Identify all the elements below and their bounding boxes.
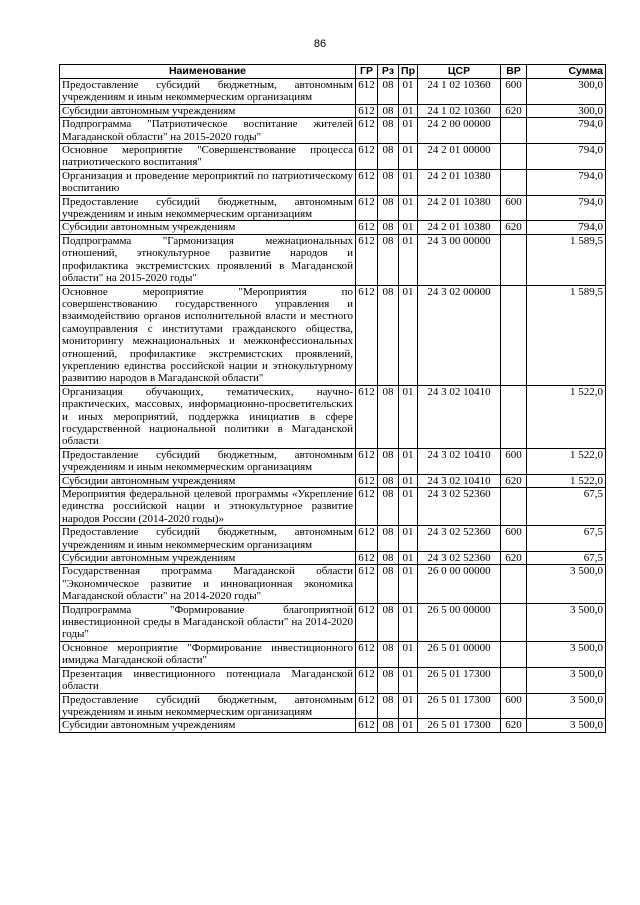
table-header-row [60, 65, 606, 79]
cell-csr: 24 2 00 00000 [418, 118, 501, 144]
cell-rz: 08 [378, 195, 399, 221]
cell-sum: 1 589,5 [527, 234, 606, 285]
table-row [60, 234, 606, 285]
cell-gr: 612 [356, 693, 378, 719]
cell-gr: 612 [356, 234, 378, 285]
cell-csr: 24 1 02 10360 [418, 104, 501, 117]
cell-gr: 612 [356, 719, 378, 732]
cell-vr [501, 667, 527, 693]
cell-pr: 01 [399, 603, 418, 641]
cell-pr: 01 [399, 118, 418, 144]
cell-rz: 08 [378, 448, 399, 474]
cell-name: Подпрограмма "Патриотическое воспитание жителей Магаданской области" на 2015-2020 годы" [60, 118, 356, 144]
cell-sum: 1 589,5 [527, 285, 606, 385]
table-row [60, 221, 606, 234]
cell-vr: 600 [501, 526, 527, 552]
cell-pr: 01 [399, 693, 418, 719]
cell-name: Основное мероприятие "Формирование инвестиционного имиджа Магаданской области" [60, 641, 356, 667]
cell-gr: 612 [356, 169, 378, 195]
cell-csr: 24 3 00 00000 [418, 234, 501, 285]
table-row [60, 169, 606, 195]
cell-pr: 01 [399, 285, 418, 385]
table-row [60, 603, 606, 641]
cell-rz: 08 [378, 144, 399, 170]
cell-rz: 08 [378, 526, 399, 552]
cell-name: Презентация инвестиционного потенциала Магаданской области [60, 667, 356, 693]
cell-sum: 67,5 [527, 552, 606, 565]
cell-gr: 612 [356, 641, 378, 667]
cell-pr: 01 [399, 719, 418, 732]
cell-sum: 67,5 [527, 526, 606, 552]
cell-vr: 600 [501, 79, 527, 105]
cell-pr: 01 [399, 385, 418, 448]
table-row [60, 118, 606, 144]
cell-gr: 612 [356, 488, 378, 526]
cell-rz: 08 [378, 641, 399, 667]
cell-gr: 612 [356, 104, 378, 117]
table-row [60, 719, 606, 732]
table-row [60, 448, 606, 474]
cell-vr [501, 285, 527, 385]
cell-name: Субсидии автономным учреждениям [60, 221, 356, 234]
cell-sum: 794,0 [527, 195, 606, 221]
cell-csr: 24 3 02 10410 [418, 448, 501, 474]
cell-sum: 3 500,0 [527, 603, 606, 641]
table-row [60, 144, 606, 170]
cell-csr: 24 2 01 00000 [418, 144, 501, 170]
table-row [60, 526, 606, 552]
table-row [60, 693, 606, 719]
cell-sum: 794,0 [527, 144, 606, 170]
cell-name: Субсидии автономным учреждениям [60, 552, 356, 565]
table-row [60, 641, 606, 667]
cell-sum: 300,0 [527, 104, 606, 117]
cell-vr: 620 [501, 104, 527, 117]
cell-pr: 01 [399, 641, 418, 667]
cell-sum: 3 500,0 [527, 693, 606, 719]
cell-gr: 612 [356, 385, 378, 448]
cell-pr: 01 [399, 526, 418, 552]
cell-pr: 01 [399, 104, 418, 117]
cell-sum: 794,0 [527, 169, 606, 195]
cell-gr: 612 [356, 603, 378, 641]
page-number: 86 [313, 38, 327, 50]
cell-gr: 612 [356, 79, 378, 105]
cell-vr [501, 488, 527, 526]
cell-gr: 612 [356, 144, 378, 170]
cell-name: Основное мероприятие "Совершенствование процесса патриотического воспитания" [60, 144, 356, 170]
cell-gr: 612 [356, 221, 378, 234]
cell-sum: 3 500,0 [527, 719, 606, 732]
cell-sum: 3 500,0 [527, 667, 606, 693]
cell-sum: 3 500,0 [527, 565, 606, 603]
table-row [60, 79, 606, 105]
cell-name: Государственная программа Магаданской области "Экономическое развитие и инновационная экономика Магаданской области" на 2014-2020 годы" [60, 565, 356, 603]
cell-vr [501, 118, 527, 144]
cell-vr: 620 [501, 719, 527, 732]
cell-vr: 620 [501, 221, 527, 234]
cell-name: Предоставление субсидий бюджетным, автономным учреждениям и иным некоммерческим организациям [60, 526, 356, 552]
header-vr: ВР [501, 65, 527, 79]
table-row [60, 474, 606, 487]
cell-sum: 67,5 [527, 488, 606, 526]
cell-pr: 01 [399, 552, 418, 565]
header-name: Наименование [60, 65, 356, 79]
cell-pr: 01 [399, 169, 418, 195]
cell-rz: 08 [378, 285, 399, 385]
header-pr: Пр [399, 65, 418, 79]
cell-name: Субсидии автономным учреждениям [60, 104, 356, 117]
cell-pr: 01 [399, 565, 418, 603]
cell-rz: 08 [378, 79, 399, 105]
cell-rz: 08 [378, 719, 399, 732]
cell-name: Субсидии автономным учреждениям [60, 474, 356, 487]
cell-pr: 01 [399, 221, 418, 234]
cell-gr: 612 [356, 526, 378, 552]
cell-name: Мероприятия федеральной целевой программы «Укрепление единства российской нации и этнокультурное развитие народов России (2014-2020 годы)» [60, 488, 356, 526]
cell-gr: 612 [356, 448, 378, 474]
cell-vr [501, 385, 527, 448]
cell-pr: 01 [399, 144, 418, 170]
cell-csr: 24 2 01 10380 [418, 195, 501, 221]
cell-sum: 1 522,0 [527, 474, 606, 487]
cell-name: Предоставление субсидий бюджетным, автономным учреждениям и иным некоммерческим организациям [60, 693, 356, 719]
cell-csr: 24 3 02 52360 [418, 488, 501, 526]
table-row [60, 385, 606, 448]
cell-pr: 01 [399, 234, 418, 285]
cell-vr: 600 [501, 448, 527, 474]
table-row [60, 488, 606, 526]
table-row [60, 104, 606, 117]
cell-csr: 24 2 01 10380 [418, 169, 501, 195]
cell-gr: 612 [356, 552, 378, 565]
cell-rz: 08 [378, 667, 399, 693]
cell-pr: 01 [399, 488, 418, 526]
cell-sum: 794,0 [527, 118, 606, 144]
cell-name: Субсидии автономным учреждениям [60, 719, 356, 732]
cell-gr: 612 [356, 195, 378, 221]
cell-vr: 620 [501, 552, 527, 565]
cell-rz: 08 [378, 474, 399, 487]
budget-table [59, 64, 606, 733]
cell-rz: 08 [378, 552, 399, 565]
cell-sum: 794,0 [527, 221, 606, 234]
cell-name: Основное мероприятие "Мероприятия по совершенствованию государственного управления и взаимодействию органов исполнительной власти и местного самоуправления с институтами гражданского общества, мониторингу межнациональных и межконфессиональных отношений, профилактике экстремистских проявлений, укреплению единства российской нации и этнокультурному развитию народов в Магаданской области" [60, 285, 356, 385]
cell-pr: 01 [399, 667, 418, 693]
cell-csr: 26 5 01 17300 [418, 693, 501, 719]
cell-pr: 01 [399, 79, 418, 105]
cell-vr [501, 565, 527, 603]
cell-csr: 24 3 02 10410 [418, 474, 501, 487]
cell-csr: 24 3 02 00000 [418, 285, 501, 385]
cell-rz: 08 [378, 693, 399, 719]
cell-name: Подпрограмма "Гармонизация межнациональных отношений, этнокультурное развитие народов и профилактика экстремистских проявлений в Магаданской области" на 2015-2020 годы" [60, 234, 356, 285]
cell-rz: 08 [378, 603, 399, 641]
header-gr: ГР [356, 65, 378, 79]
cell-csr: 26 5 01 17300 [418, 719, 501, 732]
cell-gr: 612 [356, 474, 378, 487]
cell-name: Организация обучающих, тематических, научно-практических, массовых, информационно-просветительских и иных мероприятий, поддержка инициатив в сфере государственной национальной политики в Магаданской области [60, 385, 356, 448]
cell-vr: 600 [501, 693, 527, 719]
cell-gr: 612 [356, 285, 378, 385]
cell-rz: 08 [378, 488, 399, 526]
header-sum: Сумма [527, 65, 606, 79]
cell-csr: 24 3 02 52360 [418, 526, 501, 552]
cell-csr: 26 0 00 00000 [418, 565, 501, 603]
cell-rz: 08 [378, 234, 399, 285]
cell-rz: 08 [378, 104, 399, 117]
cell-pr: 01 [399, 474, 418, 487]
cell-rz: 08 [378, 169, 399, 195]
cell-name: Организация и проведение мероприятий по патриотическому воспитанию [60, 169, 356, 195]
cell-gr: 612 [356, 118, 378, 144]
header-csr: ЦСР [418, 65, 501, 79]
cell-sum: 3 500,0 [527, 641, 606, 667]
table-row [60, 565, 606, 603]
cell-pr: 01 [399, 448, 418, 474]
cell-name: Предоставление субсидий бюджетным, автономным учреждениям и иным некоммерческим организациям [60, 195, 356, 221]
table-row [60, 195, 606, 221]
cell-rz: 08 [378, 565, 399, 603]
cell-csr: 24 3 02 10410 [418, 385, 501, 448]
cell-vr [501, 169, 527, 195]
table-row [60, 552, 606, 565]
cell-vr [501, 603, 527, 641]
cell-vr: 620 [501, 474, 527, 487]
cell-sum: 1 522,0 [527, 385, 606, 448]
cell-rz: 08 [378, 118, 399, 144]
cell-name: Предоставление субсидий бюджетным, автономным учреждениям и иным некоммерческим организациям [60, 448, 356, 474]
table-row [60, 285, 606, 385]
cell-csr: 26 5 01 00000 [418, 641, 501, 667]
cell-name: Предоставление субсидий бюджетным, автономным учреждениям и иным некоммерческим организациям [60, 79, 356, 105]
header-rz: Рз [378, 65, 399, 79]
table-row [60, 667, 606, 693]
cell-csr: 24 2 01 10380 [418, 221, 501, 234]
cell-gr: 612 [356, 565, 378, 603]
cell-sum: 300,0 [527, 79, 606, 105]
cell-csr: 24 3 02 52360 [418, 552, 501, 565]
cell-csr: 24 1 02 10360 [418, 79, 501, 105]
cell-vr [501, 641, 527, 667]
cell-rz: 08 [378, 385, 399, 448]
cell-rz: 08 [378, 221, 399, 234]
cell-gr: 612 [356, 667, 378, 693]
cell-name: Подпрограмма "Формирование благоприятной инвестиционной среды в Магаданской области" на 2014-2020 годы" [60, 603, 356, 641]
cell-vr [501, 234, 527, 285]
cell-pr: 01 [399, 195, 418, 221]
cell-sum: 1 522,0 [527, 448, 606, 474]
cell-vr [501, 144, 527, 170]
cell-csr: 26 5 00 00000 [418, 603, 501, 641]
table-body [60, 79, 606, 733]
cell-vr: 600 [501, 195, 527, 221]
cell-csr: 26 5 01 17300 [418, 667, 501, 693]
